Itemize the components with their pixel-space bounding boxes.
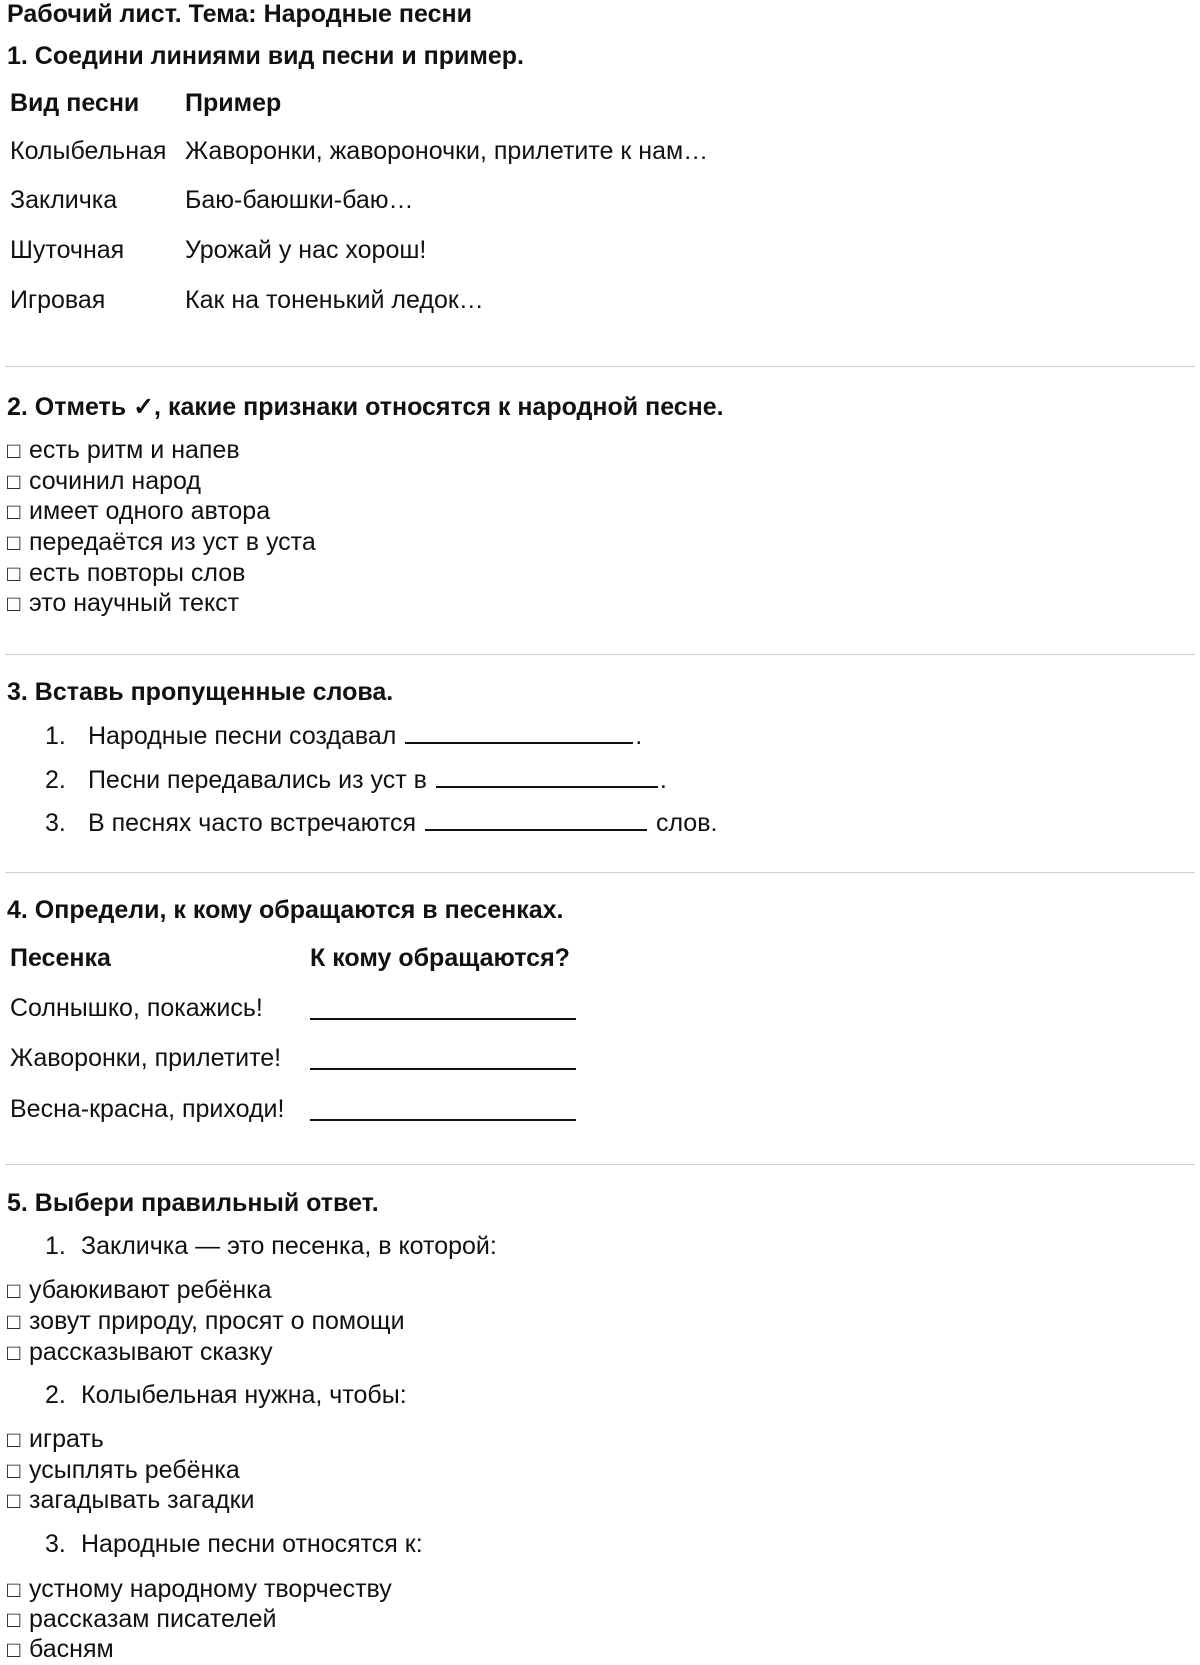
fill-in-text: Песни передавались из уст в [87, 766, 427, 794]
section1-heading: 1. Соедини линиями вид песни и пример. [7, 42, 525, 70]
answer-option[interactable] [7, 1338, 273, 1367]
fill-in-item [45, 720, 642, 751]
checklist-item[interactable] [7, 436, 240, 465]
answer-option-label: рассказам писателей [29, 1605, 277, 1633]
fill-in-suffix: . [659, 766, 667, 794]
checkbox-icon[interactable]: □ [7, 1427, 21, 1452]
checkbox-icon[interactable]: □ [7, 1488, 21, 1513]
checklist-item-label: это научный текст [29, 589, 240, 617]
answer-option[interactable] [7, 1486, 255, 1515]
checkbox-icon[interactable]: □ [7, 499, 21, 524]
checkbox-icon[interactable]: □ [7, 469, 21, 494]
fill-in-text: В песнях часто встречаются [87, 809, 417, 837]
answer-line[interactable] [310, 1044, 576, 1070]
answer-option-label: усыплять ребёнка [29, 1456, 240, 1484]
section-divider [5, 366, 1195, 367]
quiz-question [45, 1530, 423, 1559]
song-example-cell: Урожай у нас хорош! [185, 236, 427, 264]
checklist-item[interactable] [7, 528, 316, 557]
song-type-cell: Колыбельная [10, 137, 167, 165]
song-phrase-cell: Жаворонки, прилетите! [10, 1044, 282, 1072]
question-number: 1. [45, 1232, 66, 1260]
section1-col-type-header: Вид песни [10, 89, 140, 117]
checklist-item-label: есть повторы слов [29, 559, 246, 587]
section2-heading: 2. Отметь ✓, какие признаки относятся к народной песне. [7, 393, 724, 421]
checklist-item[interactable] [7, 497, 270, 526]
answer-option[interactable] [7, 1456, 240, 1485]
answer-option-label: басням [29, 1635, 114, 1663]
answer-option-label: убаюкивают ребёнка [29, 1276, 272, 1304]
blank-answer-line[interactable] [436, 764, 658, 788]
answer-option-label: устному народному творчеству [29, 1575, 392, 1603]
checkbox-icon[interactable]: □ [7, 561, 21, 586]
checklist-item-label: передаётся из уст в уста [29, 528, 316, 556]
section-divider [5, 872, 1195, 873]
song-phrase-cell: Солнышко, покажись! [10, 994, 263, 1022]
checklist-item[interactable] [7, 589, 239, 618]
answer-option-label: играть [29, 1425, 104, 1453]
checkbox-icon[interactable]: □ [7, 530, 21, 555]
question-text: Закличка — это песенка, в которой: [81, 1232, 497, 1260]
checklist-item-label: есть ритм и напев [29, 436, 240, 464]
item-number: 2. [45, 766, 66, 794]
song-example-cell: Жаворонки, жавороночки, прилетите к нам… [185, 137, 709, 165]
checkbox-icon[interactable]: □ [7, 1607, 21, 1632]
blank-answer-line[interactable] [425, 807, 647, 831]
question-text: Колыбельная нужна, чтобы: [81, 1381, 407, 1409]
blank-answer-line[interactable] [405, 720, 633, 744]
checkbox-icon[interactable]: □ [7, 1577, 21, 1602]
fill-in-item [45, 764, 667, 795]
answer-option-label: рассказывают сказку [29, 1338, 273, 1366]
question-text: Народные песни относятся к: [81, 1530, 423, 1558]
song-phrase-cell: Весна-красна, приходи! [10, 1095, 285, 1123]
section5-heading: 5. Выбери правильный ответ. [7, 1189, 379, 1217]
item-number: 3. [45, 809, 66, 837]
song-type-cell: Шуточная [10, 236, 125, 264]
checklist-item[interactable] [7, 559, 245, 588]
answer-option[interactable] [7, 1276, 272, 1305]
song-example-cell: Баю-баюшки-баю… [185, 186, 414, 214]
section-divider [5, 1164, 1195, 1165]
worksheet-title: Рабочий лист. Тема: Народные песни [7, 0, 472, 28]
question-number: 3. [45, 1530, 66, 1558]
checkbox-icon[interactable]: □ [7, 438, 21, 463]
section4-col-addressee-header: К кому обращаются? [310, 944, 570, 972]
checklist-item-label: имеет одного автора [29, 497, 271, 525]
question-number: 2. [45, 1381, 66, 1409]
checklist-item[interactable] [7, 467, 201, 496]
fill-in-text: Народные песни создавал [87, 722, 397, 750]
answer-option[interactable] [7, 1307, 405, 1336]
answer-option[interactable] [7, 1635, 114, 1664]
section-divider [5, 654, 1195, 655]
item-number: 1. [45, 722, 66, 750]
section3-heading: 3. Вставь пропущенные слова. [7, 678, 394, 706]
answer-line[interactable] [310, 1095, 576, 1121]
checkbox-icon[interactable]: □ [7, 1309, 21, 1334]
checklist-item-label: сочинил народ [29, 467, 201, 495]
checkbox-icon[interactable]: □ [7, 591, 21, 616]
checkbox-icon[interactable]: □ [7, 1340, 21, 1365]
answer-option-label: загадывать загадки [29, 1486, 255, 1514]
song-type-cell: Игровая [10, 286, 106, 314]
fill-in-suffix: . [635, 722, 643, 750]
answer-option[interactable] [7, 1425, 104, 1454]
section4-col-song-header: Песенка [10, 944, 111, 972]
song-type-cell: Закличка [10, 186, 118, 214]
quiz-question [45, 1232, 497, 1261]
song-example-cell: Как на тоненький ледок… [185, 286, 484, 314]
fill-in-item [45, 807, 717, 838]
checkbox-icon[interactable]: □ [7, 1458, 21, 1483]
fill-in-suffix: слов. [655, 809, 718, 837]
section4-heading: 4. Определи, к кому обращаются в песенках. [7, 896, 564, 924]
answer-option[interactable] [7, 1575, 392, 1604]
checkbox-icon[interactable]: □ [7, 1278, 21, 1303]
answer-option-label: зовут природу, просят о помощи [29, 1307, 405, 1335]
answer-line[interactable] [310, 994, 576, 1020]
checkbox-icon[interactable]: □ [7, 1637, 21, 1662]
answer-option[interactable] [7, 1605, 276, 1634]
quiz-question [45, 1381, 407, 1410]
section1-col-example-header: Пример [185, 89, 282, 117]
